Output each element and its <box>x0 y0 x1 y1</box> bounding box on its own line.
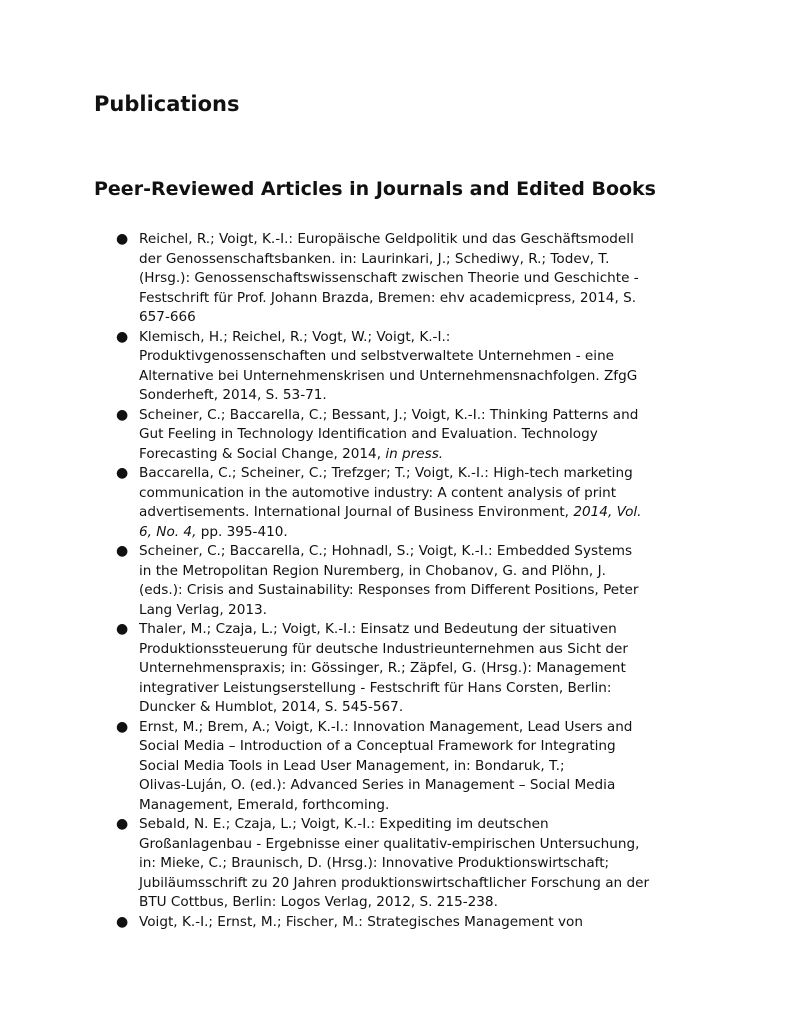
publication-text: in: Mieke, C.; Braunisch, D. (Hrsg.): Innovative Produktionswirtschaft; <box>139 855 610 871</box>
publication-line <box>139 425 699 445</box>
publication-item <box>0 718 699 816</box>
publication-item <box>0 815 699 913</box>
publication-item <box>0 620 699 718</box>
publication-line <box>139 601 699 621</box>
publication-item <box>0 230 699 328</box>
publication-line <box>139 796 699 816</box>
bullet-icon: ● <box>116 231 129 247</box>
publication-line <box>139 503 699 523</box>
publication-line <box>139 484 699 504</box>
publication-line <box>139 757 699 777</box>
publication-text: Unternehmenspraxis; in: Gössinger, R.; Zäpfel, G. (Hrsg.): Management <box>139 660 626 676</box>
publication-text: BTU Cottbus, Berlin: Logos Verlag, 2012, S. 215-238. <box>139 894 498 910</box>
publication-text: Produktivgenossenschaften und selbstverwaltete Unternehmen - eine <box>139 348 615 364</box>
publication-line <box>139 328 699 348</box>
publication-text: Lang Verlag, 2013. <box>139 601 267 618</box>
publication-text: in the Metropolitan Region Nuremberg, in Chobanov, G. and Plöhn, J. <box>139 562 606 579</box>
publication-line <box>139 445 699 465</box>
publication-text: Social Media – Introduction of a Conceptual Framework for Integrating <box>139 738 616 754</box>
publication-text: Baccarella, C.; Scheiner, C.; Trefzger; T.; Voigt, K.-I.: High-tech marketing <box>139 465 633 481</box>
publication-line <box>139 347 699 367</box>
publication-line <box>139 367 699 387</box>
publication-line <box>139 542 699 562</box>
publication-text: pp. 395-410. <box>196 523 288 540</box>
publication-text: Großanlagenbau - Ergebnisse einer qualitativ-empirischen Untersuchung, <box>139 835 640 852</box>
publication-text: Gut Feeling in Technology Identification and Evaluation. Technology <box>139 426 598 442</box>
publication-text: Duncker & Humblot, 2014, S. 545-567. <box>139 699 404 715</box>
publication-line <box>139 464 699 484</box>
publication-line <box>139 406 699 426</box>
publication-item <box>0 328 699 406</box>
publication-text: (Hrsg.): Genossenschaftswissenschaft zwischen Theorie und Geschichte - <box>139 270 639 286</box>
publication-text: der Genossenschaftsbanken. in: Laurinkari, J.; Schediwy, R.; Todev, T. <box>139 250 610 267</box>
publication-text: Alternative bei Unternehmenskrisen und Unternehmensnachfolgen. ZfgG <box>139 367 638 384</box>
bullet-icon: ● <box>116 621 129 637</box>
bullet-icon: ● <box>116 816 129 832</box>
publication-text: Sonderheft, 2014, S. 53-71. <box>139 387 327 403</box>
publication-text: Thaler, M.; Czaja, L.; Voigt, K.-I.: Einsatz und Bedeutung der situativen <box>139 621 617 637</box>
publication-line <box>139 230 699 250</box>
publication-text: Scheiner, C.; Baccarella, C.; Hohnadl, S.; Voigt, K.-I.: Embedded Systems <box>139 543 633 559</box>
publication-line <box>139 523 699 543</box>
publication-text: Festschrift für Prof. Johann Brazda, Bremen: ehv academicpress, 2014, S. <box>139 289 637 306</box>
publication-text: Ernst, M.; Brem, A.; Voigt, K.-I.: Innovation Management, Lead Users and <box>139 718 633 735</box>
publication-line <box>139 269 699 289</box>
publication-line <box>139 581 699 601</box>
publication-text: communication in the automotive industry: A content analysis of print <box>139 484 617 501</box>
publication-text: (eds.): Crisis and Sustainability: Responses from Different Positions, Peter <box>139 582 639 598</box>
publication-text: Reichel, R.; Voigt, K.-I.: Europäische Geldpolitik und das Geschäftsmodell <box>139 231 634 247</box>
publication-line <box>139 776 699 796</box>
bullet-icon: ● <box>116 543 129 559</box>
publication-text: Social Media Tools in Lead User Management, in: Bondaruk, T.; <box>139 757 565 774</box>
bullet-icon: ● <box>116 913 129 930</box>
publication-item <box>0 464 699 542</box>
publication-list <box>0 230 791 932</box>
publication-line <box>139 289 699 309</box>
publication-line <box>139 698 699 718</box>
publication-text: 657-666 <box>139 309 196 325</box>
publication-item <box>0 913 699 933</box>
publication-text-italic: 2014, Vol. <box>573 504 642 520</box>
bullet-icon: ● <box>116 465 129 481</box>
publication-text: Klemisch, H.; Reichel, R.; Vogt, W.; Voigt, K.-I.: <box>139 328 451 345</box>
publication-line <box>139 913 699 933</box>
publication-text: Scheiner, C.; Baccarella, C.; Bessant, J.; Voigt, K.-I.: Thinking Patterns and <box>139 406 639 423</box>
publication-line <box>139 737 699 757</box>
page-title: Publications <box>94 92 240 116</box>
publication-text: Voigt, K.-I.; Ernst, M.; Fischer, M.: Strategisches Management von <box>139 913 583 930</box>
publication-line <box>139 640 699 660</box>
publication-line <box>139 718 699 738</box>
publication-line <box>139 835 699 855</box>
publication-line <box>139 659 699 679</box>
publication-text: Sebald, N. E.; Czaja, L.; Voigt, K.-I.: Expediting im deutschen <box>139 816 549 832</box>
publication-line <box>139 308 699 328</box>
bullet-icon: ● <box>116 406 129 423</box>
publication-line <box>139 679 699 699</box>
publication-text: Jubiläumsschrift zu 20 Jahren produktionswirtschaftlicher Forschung an der <box>139 874 650 891</box>
publication-text: advertisements. International Journal of Business Environment, <box>139 504 574 520</box>
publication-line <box>139 874 699 894</box>
publication-text-italic: 6, No. 4, <box>139 523 197 540</box>
publication-line <box>139 620 699 640</box>
publication-text: integrativer Leistungserstellung - Festschrift für Hans Corsten, Berlin: <box>139 679 612 696</box>
section-heading: Peer-Reviewed Articles in Journals and Edited Books <box>94 178 656 200</box>
bullet-icon: ● <box>116 718 129 735</box>
publication-text: Forecasting & Social Change, 2014, <box>139 445 386 462</box>
publication-line <box>139 893 699 913</box>
publication-text: Olivas-Luján, O. (ed.): Advanced Series in Management – Social Media <box>139 777 616 793</box>
bullet-icon: ● <box>116 328 129 345</box>
publication-item <box>0 542 699 620</box>
publication-text: Management, Emerald, forthcoming. <box>139 796 390 813</box>
publication-line <box>139 854 699 874</box>
publication-text: Produktionssteuerung für deutsche Industrieunternehmen aus Sicht der <box>139 640 628 657</box>
publication-line <box>139 562 699 582</box>
publication-text-italic: in press. <box>385 445 444 462</box>
publication-line <box>139 815 699 835</box>
publication-item <box>0 406 699 465</box>
publication-line <box>139 386 699 406</box>
publication-line <box>139 250 699 270</box>
